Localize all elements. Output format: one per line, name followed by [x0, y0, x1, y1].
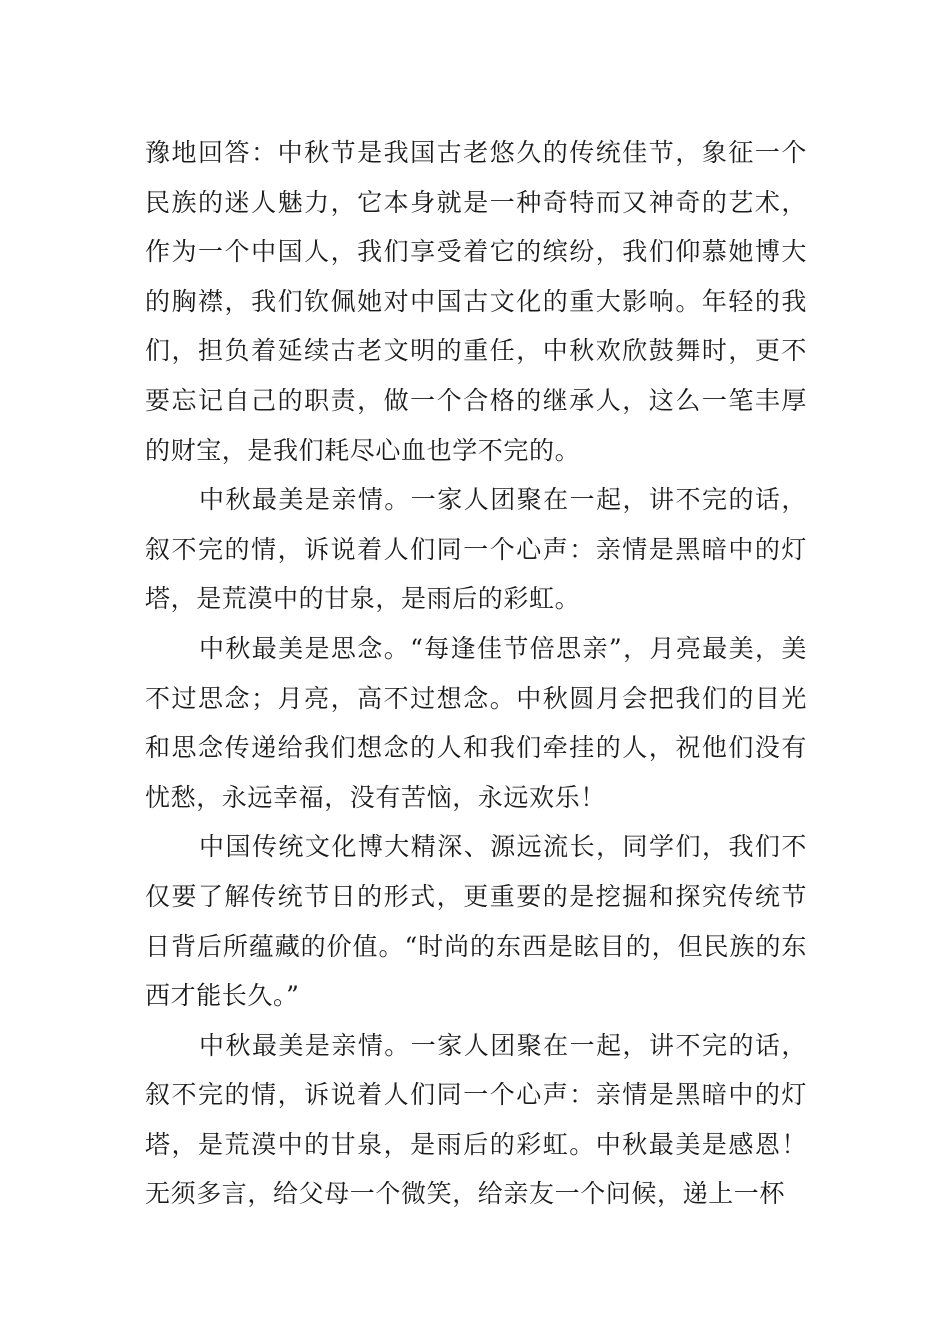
paragraph-3: 中秋最美是思念。“每逢佳节倍思亲”，月亮最美，美不过思念；月亮，高不过想念。中秋圆月会把我们的目光和思念传递给我们想念的人和我们牵挂的人，祝他们没有忧愁，永远幸福，没有苦恼，永远欢乐！ [145, 633, 807, 812]
paragraph-5: 中秋最美是亲情。一家人团聚在一起，讲不完的话，叙不完的情，诉说着人们同一个心声：亲情是黑暗中的灯塔，是荒漠中的甘泉，是雨后的彩虹。中秋最美是感恩！无须多言，给父母一个微笑，给亲友一个问候，递上一杯 [145, 1030, 807, 1209]
document-page [145, 128, 807, 1219]
paragraph-4: 中国传统文化博大精深、源远流长，同学们，我们不仅要了解传统节日的形式，更重要的是挖掘和探究传统节日背后所蕴藏的价值。“时尚的东西是眩目的，但民族的东西才能长久。” [145, 832, 807, 1011]
paragraph-2: 中秋最美是亲情。一家人团聚在一起，讲不完的话，叙不完的情，诉说着人们同一个心声：亲情是黑暗中的灯塔，是荒漠中的甘泉，是雨后的彩虹。 [145, 485, 807, 614]
paragraph-1: 豫地回答：中秋节是我国古老悠久的传统佳节，象征一个民族的迷人魅力，它本身就是一种奇特而又神奇的艺术，作为一个中国人，我们享受着它的缤纷，我们仰慕她博大的胸襟，我们钦佩她对中国古文化的重大影响。年轻的我们，担负着延续古老文明的重任，中秋欢欣鼓舞时，更不要忘记自己的职责，做一个合格的继承人，这么一笔丰厚的财宝，是我们耗尽心血也学不完的。 [145, 138, 807, 465]
